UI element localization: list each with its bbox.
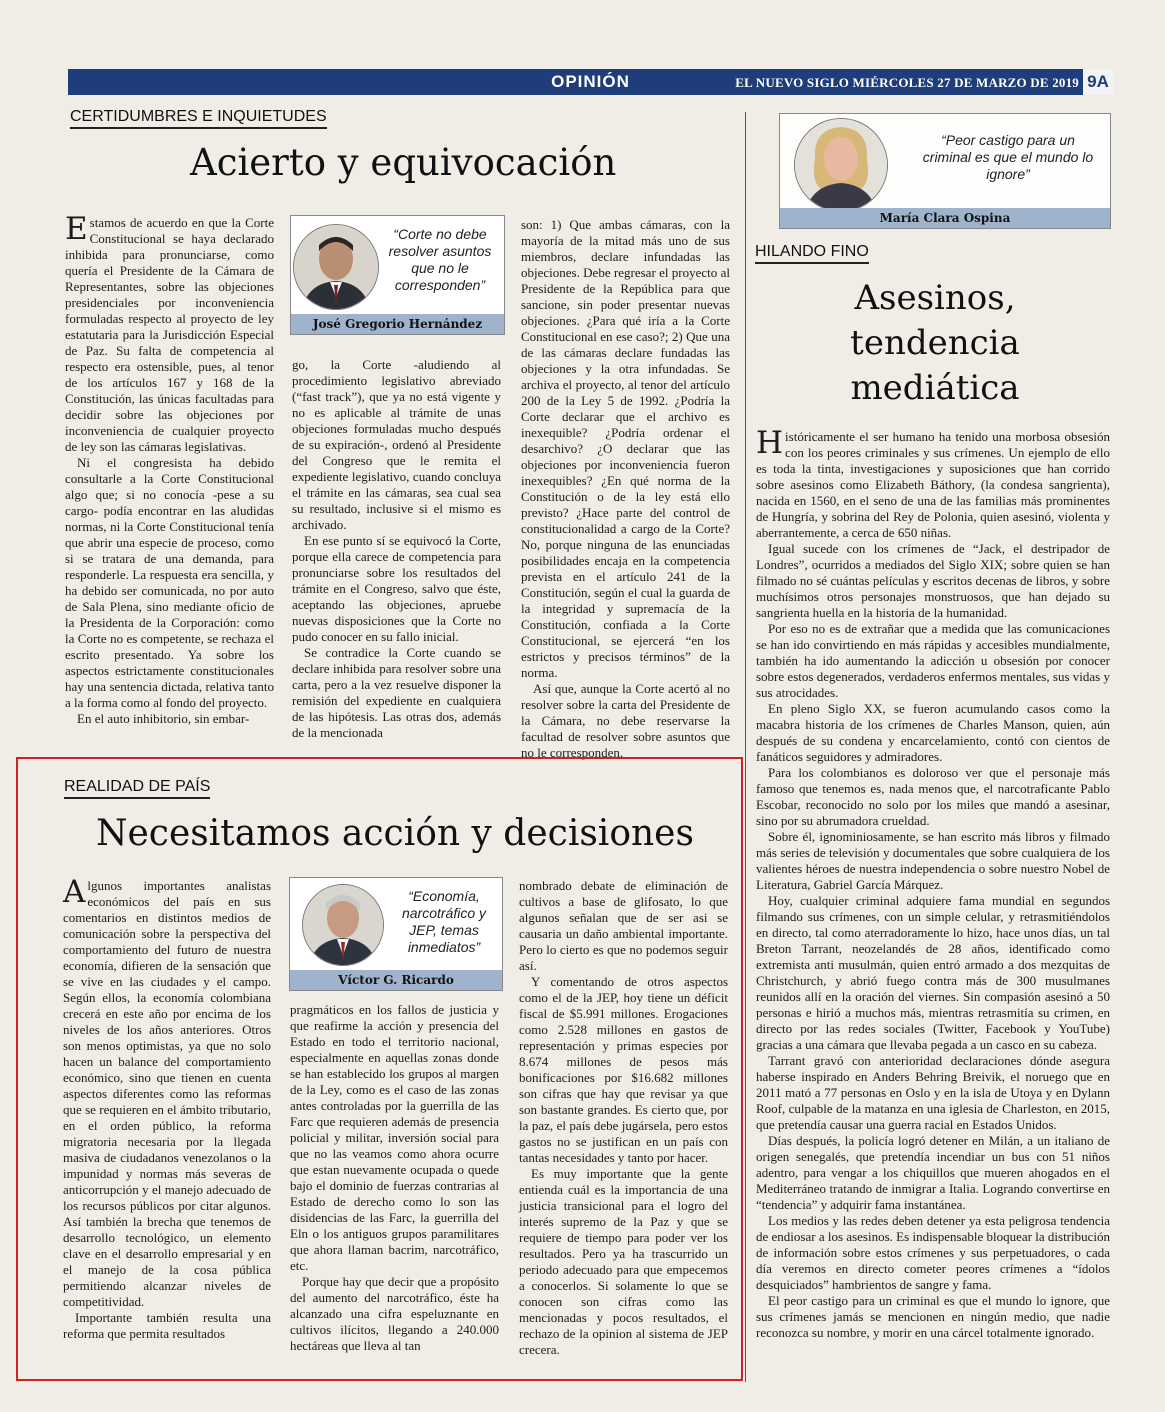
article2-kicker: REALIDAD DE PAÍS [64,778,210,799]
article2-headline: Necesitamos acción y decisiones [96,813,694,854]
newspaper-date-line: EL NUEVO SIGLO MIÉRCOLES 27 DE MARZO DE 2019 [735,75,1079,90]
article3-author-name: María Clara Ospina [780,208,1110,228]
article1-author-box [290,215,505,335]
article3-pull-quote: “Peor castigo para un criminal es que el mundo lo ignore” [922,132,1094,182]
drop-cap: E [65,211,88,247]
column-divider [745,112,746,1382]
section-name: OPINIÓN [551,72,630,91]
article3-kicker: HILANDO FINO [755,243,869,264]
author-photo [302,884,384,966]
article1-col2-paragraph: En ese punto sí se equivocó la Corte, porque ella carece de competencia para pronunciarse sobre los resultados del trámite en el Congreso, salvo que éste, aceptando las objeciones, apruebe nuevas disposiciones que la Corte no pudo conocer en su fallo inicial. [292,533,501,644]
article3-body [756,425,1110,1341]
article1-column-3 [521,217,730,761]
article2-column-3 [519,878,728,1358]
article3-headline-line: tendencia [850,323,1020,363]
article2-col1-paragraph: Importante también resulta una reforma que permita resultados [63,1310,271,1341]
article3-paragraph: Los medios y las redes deben detener ya esta peligrosa tendencia de endiosar a los asesinos. Es indispensable bloquear la distribución de información sobre estos crímenes y sus perpetuadores, o cada día veremos en directo cometer peores crímenes a “ídolos desquiciados” hambrientos de sangre y fama. [756,1213,1110,1292]
article3-p1-rest: istóricamente el ser humano ha tenido una morbosa obsesión con los peores criminales y sus crímenes. Un ejemplo de ello es toda la tinta, investigaciones y suposiciones que han corrido sobre asesinos como Elizabeth Báthory, (la condesa sangrienta), nacida en 1560, en el seno de una de las familias más prominentes de Hungría, y sobrina del Rey de Polonia, quien asesinó, violenta y aberrantemente, a cerca de 650 niñas. [756,429,1110,540]
drop-cap: A [63,874,86,910]
article3-paragraph: El peor castigo para un criminal es que el mundo lo ignore, que sus crímenes jamás se mencionen en ningún medio, que nadie reconozca su nombre, y morir en una cárcel totalmente ignorado. [756,1293,1110,1340]
article3-paragraph: Hoy, cualquier criminal adquiere fama mundial en segundos filmando sus crímenes, con un simple celular, y retrasmitiéndolos en directo, tal como aterradoramente lo hizo, hace unos días, un tal Breton Tarrant, neozelandés de 28 años, identificado como extremista anti musulmán, quien entró armado a dos mezquitas de Christchurch, y abrió fuego contra más de 300 musulmanes reunidos allí en la oración del viernes. Sin compasión asesinó a 50 personas e hirió a muchos más, mientras retrasmitía su crimen, en directo por las redes sociales (Twitter, Facebook y YouTube) gracias a una cámara que llevaba pegada a un casco en su cabeza. [756,893,1110,1052]
article2-col2-paragraph: pragmáticos en los fallos de justicia y que reafirme la acción y presencia del Estado en todo el territorio nacional, especialmente en aquellas zonas donde se han establecido los grupos al margen de la Ley, como es el caso de las zonas antes controladas por la guerrilla de las Farc que requieren además de presencia policial y militar, inversión social para que no las veamos como ahora ocurre que estan nuevamente ocupada o quede bajo el dominio de fuerzas contrarias al Estado de derecho como lo son las disidencias de las Farc, la guerrilla del Eln o los antiguos grupos paramilitares que ahora llaman bacrim, narcotráfico, etc. [290,1002,499,1273]
article1-col3-paragraph: son: 1) Que ambas cámaras, con la mayoría de la mitad más uno de sus miembros, declare infundadas las objeciones. Debe regresar el proyecto al Presidente de la República para que sancione, sin poder presentar nuevas objeciones. ¿Para qué iría a la Corte Constitucional en ese caso?; 2) Que una de las cámaras declare fundadas las objeciones y la otra infundadas. Se archiva el proyecto, al tenor del artículo 200 de la Ley 5 de 1992. ¿Podría la Corte declarar que el archivo es inexequible? ¿Podría ordenar el desarchivo? ¿O declarar que las objeciones por inconveniencia fueron inexequibles? ¿En qué norma de la Constitución o de la ley está ello previsto? ¿Hace parte del control de constitucionalidad a cargo de la Corte? No, porque ninguna de las enunciadas posibilidades encaja en la competencia prevista en el artículo 241 de la Constitución, según el cual la guarda de la integridad y supremacía de la Constitución, confiada a la Corte Constitucional, se ejercerá “en los estrictos y precisos términos” de la norma. [521,217,730,680]
article3-author-box [779,113,1111,229]
article1-col3-paragraph: Así que, aunque la Corte acertó al no resolver sobre la carta del Presidente de la Cámara, no debe reservarse la facultad de resolver sobre asuntos que no le corresponden. [521,681,730,760]
page-number: 9A [1083,69,1113,95]
article3-headline-line: Asesinos, [854,278,1016,318]
article2-column-1 [63,874,271,1342]
article3-paragraph: En pleno Siglo XX, se fueron acumulando casos como la macabra historia de los crímenes de Charles Manson, quien, aún después de su condena y encarcelamiento, contó con cientos de fanáticos seguidores y admiradores. [756,701,1110,764]
article3-headline [760,276,1110,411]
article2-col3-paragraph: Y comentando de otros aspectos como el de la JEP, hoy tiene un déficit fiscal de $5.991 millones. Erogaciones como 2.528 millones en gastos de representación y primas especies por 8.674 millones de pesos más bonificaciones por $16.682 millones son cifras que hay que revisar ya que son bastante grandes. Es cierto que, por la paz, el país debe jugársela, pero estos gastos no se justifican en un país con tantas necesidades y tanto por hacer. [519,974,728,1165]
article3-headline-line: mediática [850,368,1020,408]
article1-column-2 [292,357,501,741]
article1-kicker: CERTIDUMBRES E INQUIETUDES [70,108,327,129]
author-photo [794,118,888,212]
author-portrait-icon [294,225,378,309]
article3-paragraph: Igual sucede con los crímenes de “Jack, el destripador de Londres”, ocurridos a mediados del Siglo XIX; sobre quien se han filmado no sé cuántas películas y escritos decenas de libros, y sobre muchísimos otros personajes monstruosos, que han dejado su sangrienta huella en la historia de la humanidad. [756,541,1110,620]
article2-pull-quote: “Economía, narcotráfico y JEP, temas inmediatos” [401,888,487,955]
article3-paragraph: Sobre él, ignominiosamente, se han escrito más libros y filmado más series de televisión y documentales que sobre cualquiera de los valientes héroes de nuestra independencia o sobre nuestro Nobel de Literatura, Gabriel García Márquez. [756,829,1110,892]
article3-paragraph: Por eso no es de extrañar que a medida que las comunicaciones se han ido convirtiendo en más rápidas y accesibles mundialmente, también ha ido aumentando la adicción u obsesión por conocer sobre estos degenerados, verdaderos enfermos mentales, sus vidas y sus atrocidades. [756,621,1110,700]
article1-headline: Acierto y equivocación [190,141,617,184]
article2-author-name: Víctor G. Ricardo [290,970,502,990]
section-header-bar [68,69,1113,95]
article3-paragraph: Para los colombianos es doloroso ver que el personaje más famoso que tenemos es, nada menos que, el narcotraficante Pablo Escobar, reconocido no solo por los miles que mandó a asesinar, sino por su abrumadora crueldad. [756,765,1110,828]
article2-col3-paragraph: nombrado debate de eliminación de cultivos a base de glifosato, lo que algunos señalan que de ser asi se causaria un daño ambiental importante. Pero lo cierto es que no podemos seguir así. [519,878,728,973]
article3-paragraph [756,425,1110,541]
article2-col1-p1-rest: lgunos importantes analistas económicos del país en sus comentarios en distintos medios de comunicación sobre la perspectiva del comportamiento del futuro de nuestra economía, difieren de la sensación que se vive en las ciudades y el campo. Según ellos, la economía colombiana crecerá en este año por encima de los niveles de los años anteriores. Otros son menos optimistas, ya que no solo hacen un balance del comportamiento económico, sino que tienen en cuenta aspectos diferentes como las reformas que se requieren en el ámbito tributario, en el orden público, la reforma migratoria necesaria por la llegada masiva de ciudadanos venezolanos o la impunidad y normas más severas de anticorrupción y el manejo adecuado de los recursos públicos por citar algunos. Así también la brecha que tenemos de desarrollo tecnológico, un elemento clave en el desarrollo empresarial y en el manejo de la cosa pública permitiendo alcanzar niveles de competitividad. [63,878,271,1309]
author-portrait-icon [795,119,887,211]
article1-col2-paragraph: go, la Corte -aludiendo al procedimiento legislativo abreviado (“fast track”), que ya no está vigente y no es aplicable al trámite de unas objeciones formuladas mucho después de su expiración-, ordenó al Presidente del Congreso que le remita el expediente legislativo, cuando concluya el trámite en las cámaras, sea cual sea su resultado, inclusive si el mismo es archivado. [292,357,501,532]
article1-col1-p1-rest: stamos de acuerdo en que la Corte Constitucional se haya declarado inhibida para pronunciarse, como quería el Presidente de la Cámara de Representantes, sobre las objeciones presidenciales por inconveniencia formuladas respecto al proyecto de ley estatutaria para la Jurisdicción Especial de Paz. Su falta de competencia al respecto era ostensible, pues, al tenor de los artículos 167 y 168 de la Constitución, las únicas facultadas para decidir sobre las objeciones por inconveniencia de cualquier proyecto de ley son las cámaras legislativas. [65,215,274,454]
article1-column-1 [65,211,274,727]
article1-col1-paragraph [65,211,274,455]
article1-pull-quote: “Corte no debe resolver asuntos que no le corresponden” [388,226,492,293]
article1-author-name: José Gregorio Hernández [291,314,504,334]
article1-col1-paragraph: Ni el congresista ha debido consultarle a la Corte Constitucional algo que; si no conocía -pese a su cargo- podía encontrar en las aludidas normas, ni la Corte Constitucional tenía que abrir una especie de proceso, como si se tratara de una demanda, para responderle. La respuesta era sencilla, y ha debido ser comunicada, no por auto de Sala Plena, sino mediante oficio de la Presidenta de la Corporación: como la Corte no es competente, se rechaza el escrito presentado. Ya sobre los aspectos estrictamente constitucionales hay una sentencia dictada, relativa tanto a la forma como al fondo del proyecto. [65,455,274,710]
article2-author-box [289,877,503,991]
drop-cap: H [756,425,784,461]
article1-col1-paragraph: En el auto inhibitorio, sin embar- [77,711,250,726]
author-photo [293,224,379,310]
article2-column-2 [290,1002,499,1354]
article2-col3-paragraph: Es muy importante que la gente entienda cuál es la importancia de una justicia transicional para el logro del interés supremo de la Paz y que se requiere de tiempo para poder ver los resultados. Pero ya ha trascurrido un periodo adecuado para que empecemos a conocerlos. Si solamente lo que se conocen son cifras como las mencionadas y pocos resultados, el rechazo de la opinion al sistema de JEP crecera. [519,1166,728,1357]
article3-paragraph: Días después, la policía logró detener en Milán, a un italiano de origen senegalés, que pretendía incendiar un bus con 51 niños adentro, para vengar a los chiquillos que mueren ahogados en el Mediterráneo tratando de inmigrar a Italia. Logrando convertirse en “tendencia” y adquirir fama instantánea. [756,1133,1110,1212]
article2-col1-paragraph [63,874,271,1310]
article2-col2-paragraph: Porque hay que decir que a propósito del aumento del narcotráfico, éste ha alcanzado una cifra espeluznante en cultivos ilícitos, llegando a 240.000 hectáreas que lleva al tan [290,1274,499,1353]
article3-paragraph: Tarrant gravó con anterioridad declaraciones dónde asegura haberse inspirado en Anders Behring Breivik, el noruego que en 2011 mató a 77 personas en Oslo y en la isla de Utoya y en Dylann Roof, culpable de la matanza en una iglesia de Charleston, en 2015, que pretendía causar una guerra racial en Estados Unidos. [756,1053,1110,1132]
author-portrait-icon [303,885,383,965]
article1-col2-paragraph: Se contradice la Corte cuando se declare inhibida para resolver sobre una carta, pero a la vez resuelve disponer la remisión del expediente en cualquiera de las hipótesis. Las otras dos, además de la mencionada [292,645,501,740]
